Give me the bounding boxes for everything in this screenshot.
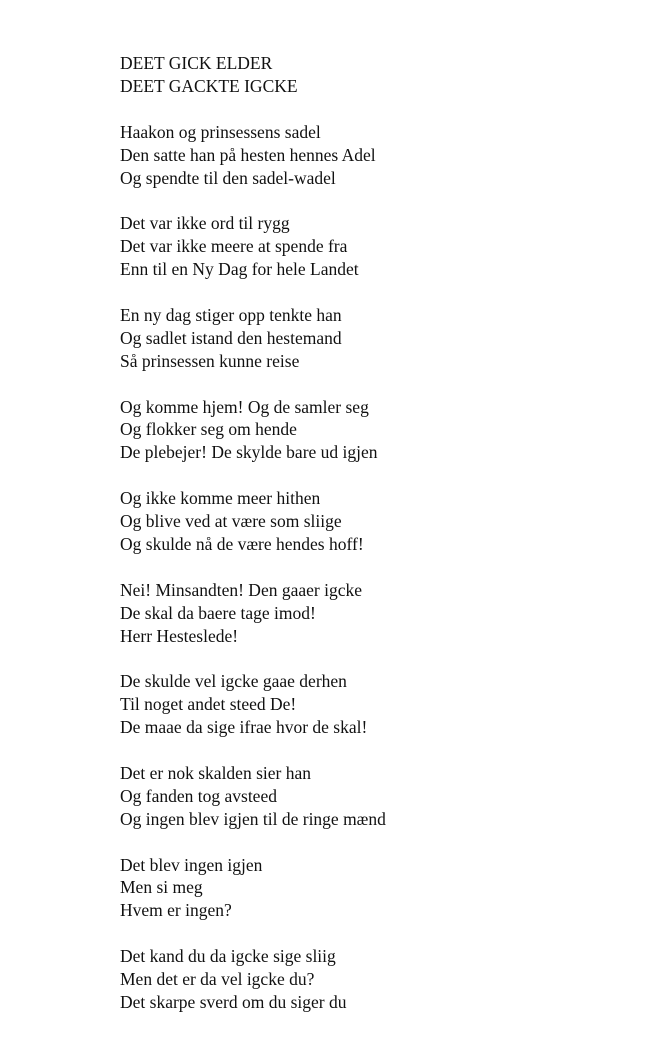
verse-line: De skulde vel igcke gaae derhen (120, 671, 347, 692)
verse-line: Det kand du da igcke sige sliig (120, 946, 336, 967)
verse-line: Til noget andet steed De! (120, 694, 297, 715)
verse-line: Herr Hesteslede! (120, 625, 239, 646)
poem-title (120, 52, 620, 98)
stanza (120, 854, 620, 923)
stanza (120, 579, 620, 648)
verse-line: Men si meg (120, 877, 203, 898)
verse-line: Og sadlet istand den hestemand (120, 327, 342, 348)
verse-line: Det var ikke ord til rygg (120, 213, 290, 234)
stanza (120, 396, 620, 465)
poem (120, 52, 620, 1037)
stanza (120, 762, 620, 831)
verse-line: Og blive ved at være som sliige (120, 511, 342, 532)
verse-line: Det skarpe sverd om du siger du (120, 992, 347, 1012)
stanza (120, 212, 620, 281)
stanza (120, 945, 620, 1014)
verse-line: Nei! Minsandten! Den gaaer igcke (120, 579, 362, 600)
verse-line: De plebejer! De skylde bare ud igjen (120, 442, 378, 463)
verse-line: Så prinsessen kunne reise (120, 350, 300, 371)
verse-line: Det var ikke meere at spende fra (120, 236, 348, 257)
verse-line: Hvem er ingen? (120, 900, 232, 921)
stanza (120, 670, 620, 739)
verse-line: En ny dag stiger opp tenkte han (120, 304, 342, 325)
verse-line: Og flokker seg om hende (120, 419, 297, 440)
stanza (120, 487, 620, 556)
title-line: DEET GICK ELDER (120, 53, 273, 73)
verse-line: Det blev ingen igjen (120, 854, 263, 875)
verse-line: Og skulde nå de være hendes hoff! (120, 533, 364, 554)
verse-line: Enn til en Ny Dag for hele Landet (120, 259, 359, 280)
verse-line: De maae da sige ifrae hvor de skal! (120, 717, 368, 738)
verse-line: Og spendte til den sadel-wadel (120, 167, 336, 188)
verse-line: Og ikke komme meer hithen (120, 488, 321, 509)
verse-line: Og komme hjem! Og de samler seg (120, 396, 369, 417)
title-line: DEET GACKTE IGCKE (120, 75, 298, 96)
verse-line: Det er nok skalden sier han (120, 762, 311, 783)
verse-line: Haakon og prinsessens sadel (120, 121, 321, 142)
verse-line: Og fanden tog avsteed (120, 785, 277, 806)
verse-line: Den satte han på hesten hennes Adel (120, 144, 376, 165)
verse-line: De skal da baere tage imod! (120, 602, 316, 623)
verse-line: Men det er da vel igcke du? (120, 969, 315, 990)
stanza (120, 121, 620, 190)
verse-line: Og ingen blev igjen til de ringe mænd (120, 808, 386, 829)
stanza (120, 304, 620, 373)
